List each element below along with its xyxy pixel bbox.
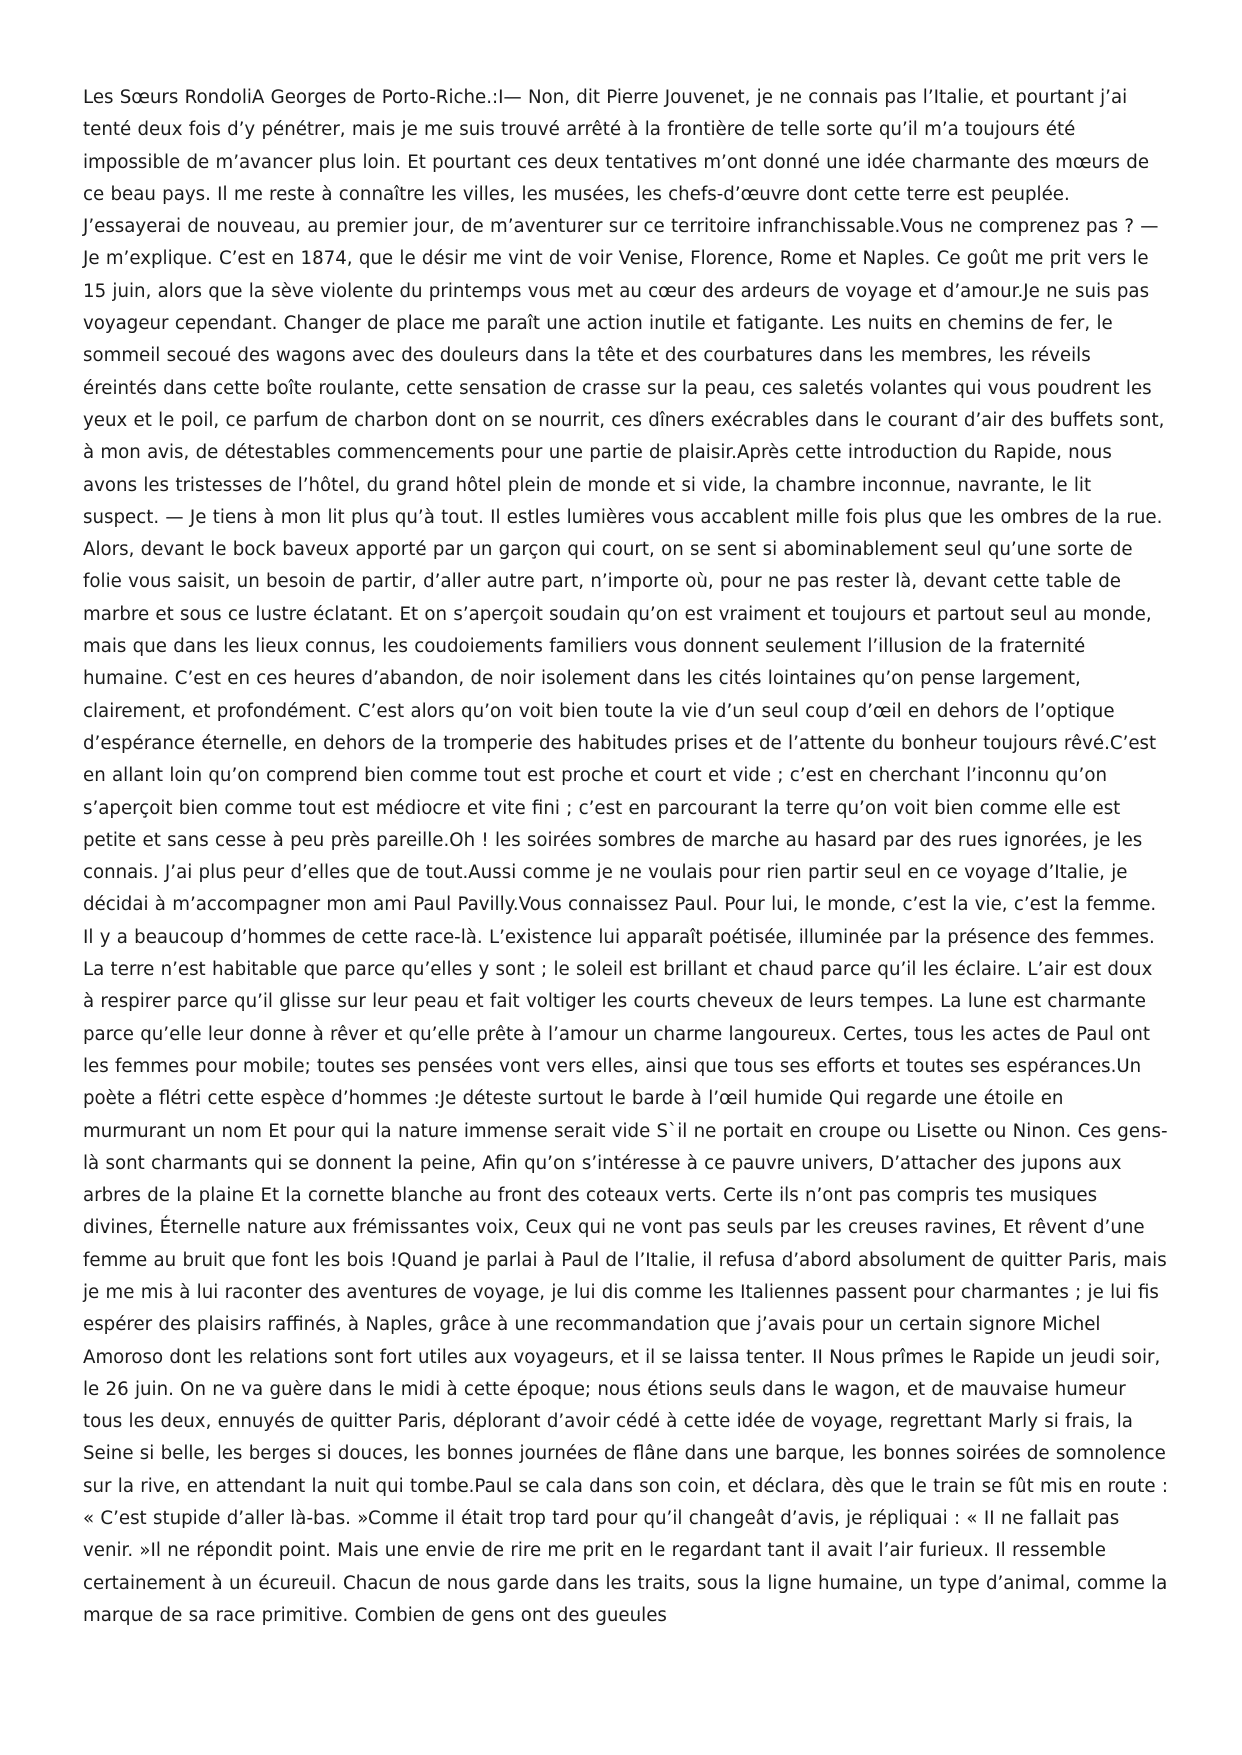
body-text: Les Sœurs RondoliA Georges de Porto-Riche.:I— Non, dit Pierre Jouvenet, je ne connais pas l’Italie, et pourtant j’ai tenté deux fois d’y pénétrer, mais je me suis trouvé arrêté à la frontière de telle sorte qu’il m’a toujours été impossible de m’avancer plus loin. Et pourtant ces deux tentatives m’ont donné une idée charmante des mœurs de ce beau pays. Il me reste à connaître les villes, les musées, les chefs-d’œuvre dont cette terre est peuplée. J’essayerai de nouveau, au premier jour, de m’aventurer sur ce territoire infranchissable.Vous ne comprenez pas ? — Je m’explique. C’est en 1874, que le désir me vint de voir Venise, Florence, Rome et Naples. Ce goût me prit vers le 15 juin, alors que la sève violente du printemps vous met au cœur des ardeurs de voyage et d’amour.Je ne suis pas voyageur cependant. Changer de place me paraît une action inutile et fatigante. Les nuits en chemins de fer, le sommeil secoué des wagons avec des douleurs dans la tête et des courbatures dans les membres, les réveils éreintés dans cette boîte roulante, cette sensation de crasse sur la peau, ces saletés volantes qui vous poudrent les yeux et le poil, ce parfum de charbon dont on se nourrit, ces dîners exécrables dans le courant d’air des buffets sont, à mon avis, de détestables commencements pour une partie de plaisir.Après cette introduction du Rapide, nous avons les tristesses de l’hôtel, du grand hôtel plein de monde et si vide, la chambre inconnue, navrante, le lit suspect. — Je tiens à mon lit plus qu’à tout. Il estles lumières vous accablent mille fois plus que les ombres de la rue. Alors, devant le bock baveux apporté par un garçon qui court, on se sent si abominablement seul qu’une sorte de folie vous saisit, un besoin de partir, d’aller autre part, n’importe où, pour ne pas rester là, devant cette table de marbre et sous ce lustre éclatant. Et on s’aperçoit soudain qu’on est vraiment et toujours et partout seul au monde, mais que dans les lieux connus, les coudoiements familiers vous donnent seulement l’illusion de la fraternité humaine. C’est en ces heures d’abandon, de noir isolement dans les cités lointaines qu’on pense largement, clairement, et profondément. C’est alors qu’on voit bien toute la vie d’un seul coup d’œil en dehors de l’optique d’espérance éternelle, en dehors de la tromperie des habitudes prises et de l’attente du bonheur toujours rêvé.C’est en allant loin qu’on comprend bien comme tout est proche et court et vide ; c’est en cherchant l’inconnu qu’on s’aperçoit bien comme tout est médiocre et vite fini ; c’est en parcourant la terre qu’on voit bien comme elle est petite et sans cesse à peu près pareille.Oh ! les soirées sombres de marche au hasard par des rues ignorées, je les connais. J’ai plus peur d’elles que de tout.Aussi comme je ne voulais pour rien partir seul en ce voyage d’Italie, je décidai à m’accompagner mon ami Paul Pavilly.Vous connaissez Paul. Pour lui, le monde, c’est la vie, c’est la femme. Il y a beaucoup d’hommes de cette race-là. L’existence lui apparaît poétisée, illuminée par la présence des femmes. La terre n’est habitable que parce qu’elles y sont ; le soleil est brillant et chaud parce qu’il les éclaire. L’air est doux à respirer parce qu’il glisse sur leur peau et fait voltiger les courts cheveux de leurs tempes. La lune est charmante parce qu’elle leur donne à rêver et qu’elle prête à l’amour un charme langoureux. Certes, tous les actes de Paul ont les femmes pour mobile; toutes ses pensées vont vers elles, ainsi que tous ses efforts et toutes ses espérances.Un poète a flétri cette espèce d’hommes :Je déteste surtout le barde à l’œil humide Qui regarde une étoile en murmurant un nom Et pour qui la nature immense serait vide S`il ne portait en croupe ou Lisette ou Ninon. Ces gens-là sont charmants qui se donnent la peine, Afin qu’on s’intéresse à ce pauvre univers, D’attacher des jupons aux arbres de la plaine Et la cornette blanche au front des coteaux verts. Certe ils n’ont pas compris tes musiques divines, Éternelle nature aux frémissantes voix, Ceux qui ne vont pas seuls par les creuses ravines, Et rêvent d’une femme au bruit que font les bois !Quand je parlai à Paul de l’Italie, il refusa d’abord absolument de quitter Paris, mais je me mis à lui raconter des aventures de voyage, je lui dis comme les Italiennes passent pour charmantes ; je lui fis espérer des plaisirs raffinés, à Naples, grâce à une recommandation que j’avais pour un certain signore Michel Amoroso dont les relations sont fort utiles aux voyageurs, et il se laissa tenter. II Nous prîmes le Rapide un jeudi soir, le 26 juin. On ne va guère dans le midi à cette époque; nous étions seuls dans le wagon, et de mauvaise humeur tous les deux, ennuyés de quitter Paris, déplorant d’avoir cédé à cette idée de voyage, regrettant Marly si frais, la Seine si belle, les berges si douces, les bonnes journées de flâne dans une barque, les bonnes soirées de somnolence sur la rive, en attendant la nuit qui tombe.Paul se cala dans son coin, et déclara, dès que le train se fût mis en route : « C’est stupide d’aller là-bas. »Comme il était trop tard pour qu’il changeât d’avis, je répliquai : « II ne fallait pas venir. »Il ne répondit point. Mais une envie de rire me prit en le regardant tant il avait l’air furieux. Il ressemble certainement à un écureuil. Chacun de nous garde dans les traits, sous la ligne humaine, un type d’animal, comme la marque de sa race primitive. Combien de gens ont des gueules bbox=[83, 87, 1168, 1626]
